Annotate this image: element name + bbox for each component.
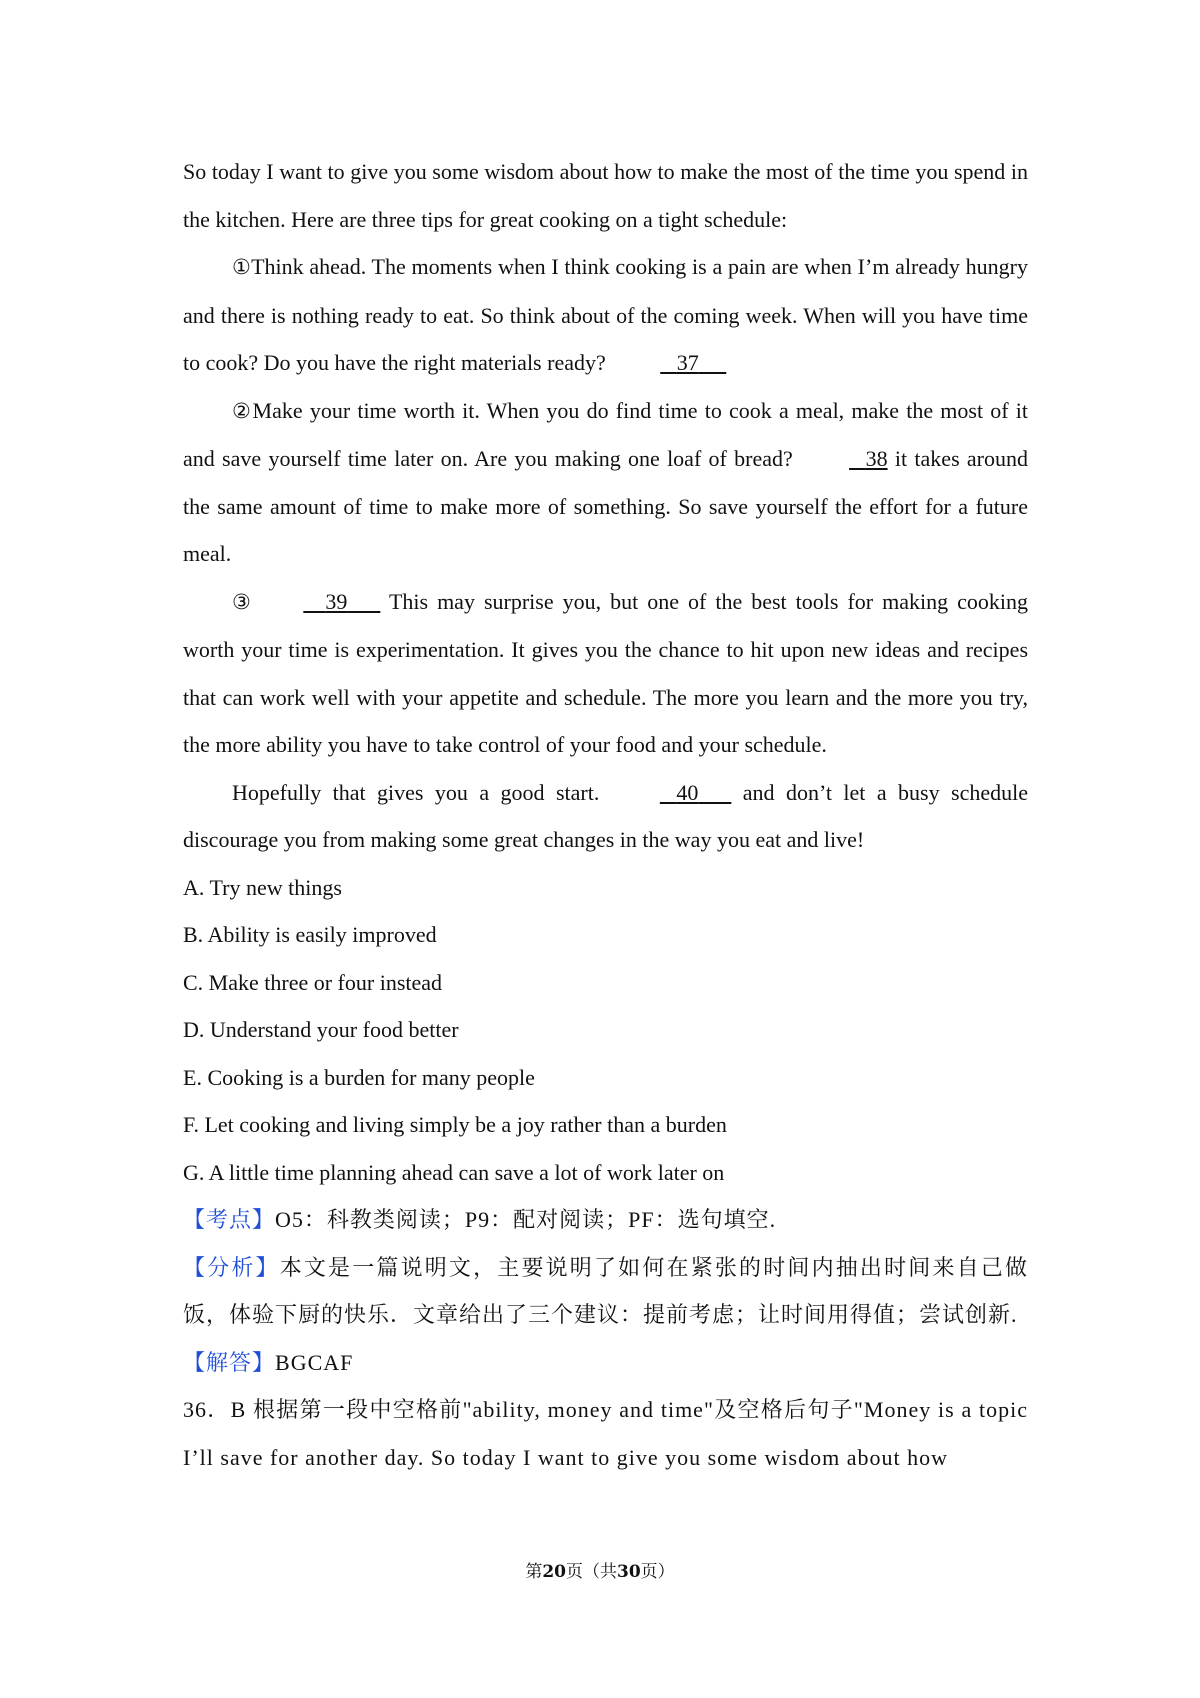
circled-number-1: ① — [232, 255, 252, 279]
kaodian-tag: 【考点】 — [183, 1207, 276, 1232]
option-c: C. Make three or four instead — [183, 969, 443, 995]
page-footer: 第20页（共30页） — [525, 1562, 675, 1582]
paragraph-tip-2: ②Make your time worth it. When you do find time to cook a meal, make the most of it and save yourself time later on. Are you making one loaf of bread? 38 it takes around the same amount of time to make more of something. So save yourself the effort for a future meal. — [183, 397, 1029, 566]
blank-37: 37 — [676, 350, 699, 375]
answer-36-explanation: 36．B 根据第一段中空格前"ability, money and time"及空格后句子"Money is a topic I’ll save for another day. So today I want to give you some wisdom about how — [183, 1397, 1028, 1470]
option-g: G. A little time planning ahead can save a lot of work later on — [183, 1159, 725, 1185]
jieda-line: 【解答】BGCAF — [183, 1349, 354, 1375]
total-page-number: 30 — [617, 1562, 641, 1582]
blank-38: 38 — [865, 446, 888, 471]
paragraph-tip-1: ①Think ahead. The moments when I think cooking is a pain are when I’m already hungry and there is nothing ready to eat. So think about of the coming week. When will you have time to cook? Do you have the right materials ready? 37 — [183, 243, 1028, 387]
circled-number-3: ③ — [232, 589, 255, 614]
document-body — [183, 148, 1028, 1481]
blank-39: 39 — [325, 588, 348, 614]
kaodian-line: 【考点】O5：科教类阅读；P9：配对阅读；PF：选句填空. — [183, 1207, 777, 1232]
option-e: E. Cooking is a burden for many people — [183, 1064, 535, 1090]
fenxi-tag: 【分析】 — [183, 1254, 280, 1280]
option-d: D. Understand your food better — [183, 1017, 459, 1042]
jieda-tag: 【解答】 — [183, 1349, 276, 1375]
paragraph-intro: So today I want to give you some wisdom about how to make the most of the time you spend in the kitchen. Here are three tips for great cooking on a tight schedule: — [183, 159, 1028, 232]
option-f: F. Let cooking and living simply be a joy rather than a burden — [183, 1112, 727, 1137]
blank-40: 40 — [676, 779, 699, 805]
current-page-number: 20 — [542, 1562, 566, 1582]
circled-number-2: ② — [232, 398, 253, 423]
option-b: B. Ability is easily improved — [183, 922, 437, 947]
option-a: A. Try new things — [183, 874, 342, 900]
paragraph-conclusion: Hopefully that gives you a good start. 40 and don’t let a busy schedule discourage you from making some great changes in the way you eat and live! — [183, 769, 1028, 864]
fenxi-line: 【分析】本文是一篇说明文，主要说明了如何在紧张的时间内抽出时间来自己做饭，体验下厨的快乐．文章给出了三个建议：提前考虑；让时间用得值；尝试创新. — [183, 1254, 1028, 1327]
paragraph-tip-3: ③ 39 This may surprise you, but one of the best tools for making cooking worth your time is experimentation. It gives you the chance to hit upon new ideas and recipes that can work well with your appetite and schedule. The more you learn and the more you try, the more ability you have to take control of your food and your schedule. — [183, 578, 1028, 769]
